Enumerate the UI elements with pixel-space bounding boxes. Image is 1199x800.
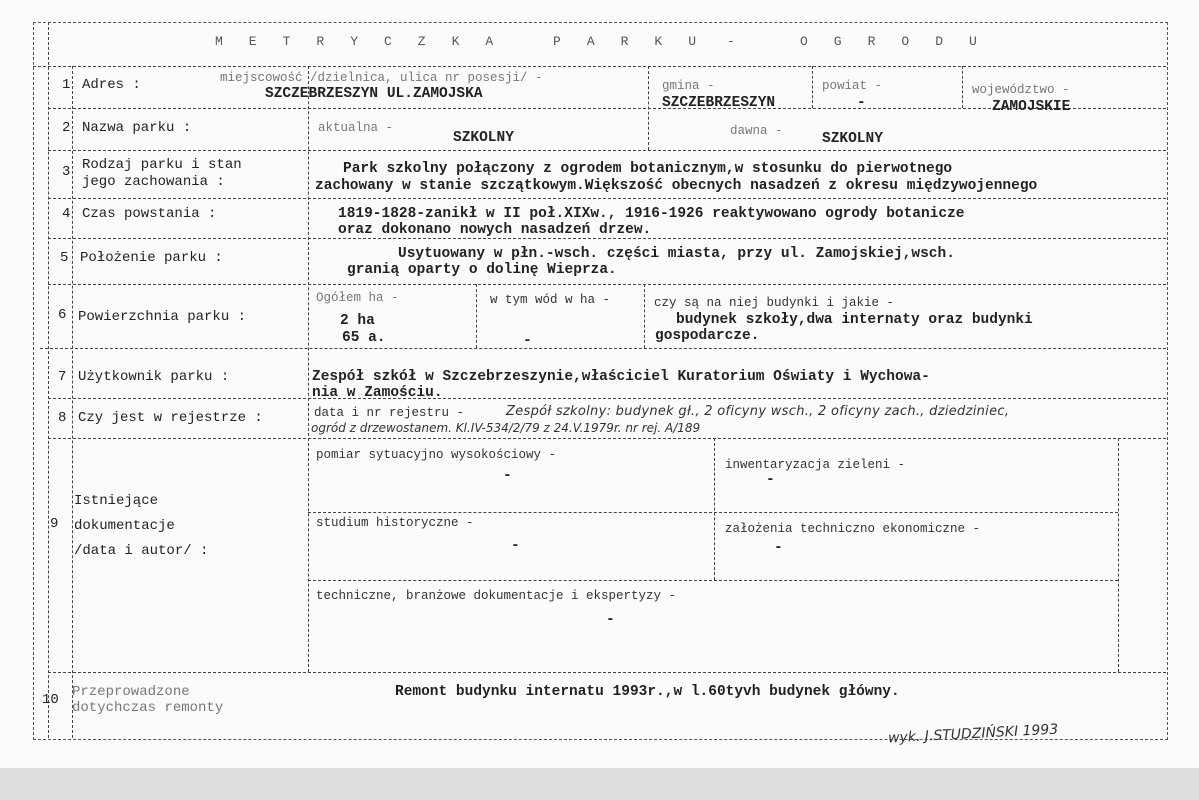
park-type-line-2: zachowany w stanie szczątkowym.Większość obecnych nasadzeń z okresu międzywojennego	[315, 178, 1038, 194]
buildings-label: czy są na niej budynki i jakie -	[654, 296, 895, 310]
technical-economic-value: -	[774, 540, 783, 556]
voivodeship-label: województwo -	[972, 83, 1070, 97]
powiat-value: -	[857, 95, 866, 111]
total-area-ha: 2 ha	[340, 313, 375, 329]
register-handwritten-line-2: ogród z drzewostanem. Kl.IV-534/2/79 z 24.V.1979r. nr rej. A/189	[311, 421, 701, 435]
former-name-label: dawna -	[730, 124, 783, 138]
row-number: 2	[62, 120, 71, 136]
row-number: 4	[62, 206, 71, 222]
founding-label: Czas powstania :	[82, 206, 217, 222]
repairs-line-1: Remont budynku internatu 1993r.,w l.60tyvh budynek główny.	[395, 684, 900, 700]
gmina-value: SZCZEBRZESZYN	[662, 95, 776, 111]
signature: wyk. J.STUDZIŃSKI 1993	[887, 721, 1059, 747]
historical-study-value: -	[511, 538, 520, 554]
voivodeship-value: ZAMOJSKIE	[992, 99, 1071, 115]
technical-economic-label: założenia techniczno ekonomiczne -	[725, 522, 981, 536]
user-line-1: Zespół szkół w Szczebrzeszynie,właściciel Kuratorium Oświaty i Wychowa-	[312, 369, 930, 385]
park-type-line-1: Park szkolny połączony z ogrodem botanicznym,w stosunku do pierwotnego	[343, 161, 953, 177]
form-title-dash: -	[727, 34, 761, 49]
locality-label: miejscowość /dzielnica, ulica nr posesji/ -	[220, 71, 543, 85]
water-area-value: -	[523, 333, 532, 349]
greenery-inventory-value: -	[766, 472, 775, 488]
row-number: 5	[60, 250, 69, 266]
location-line-1: Usytuowany w płn.-wsch. części miasta, przy ul. Zamojskiej,wsch.	[398, 246, 955, 262]
row-number: 6	[58, 307, 67, 323]
repairs-label-2: dotychczas remonty	[72, 700, 224, 716]
user-line-2: nia w Zamościu.	[312, 385, 443, 401]
scanner-background	[0, 768, 1199, 800]
row-number: 1	[62, 77, 71, 93]
historical-study-label: studium historyczne -	[316, 516, 474, 530]
location-label: Położenie parku :	[80, 250, 223, 266]
row-number: 7	[58, 369, 67, 385]
row-number: 8	[58, 410, 67, 426]
form-title-left: METRYCZKA PARKU	[215, 34, 723, 49]
register-label: Czy jest w rejestrze :	[78, 410, 263, 426]
park-type-label: Rodzaj parku i stan	[82, 157, 242, 173]
powiat-label: powiat -	[822, 79, 883, 93]
form-title-right: OGRODU	[800, 34, 1003, 49]
technical-docs-value: -	[606, 612, 615, 628]
current-name-label: aktualna -	[318, 121, 394, 135]
docs-label-3: /data i autor/ :	[74, 543, 209, 559]
location-line-2: granią oparty o dolinę Wieprza.	[347, 262, 617, 278]
founding-line-2: oraz dokonano nowych nasadzeń drzew.	[338, 222, 652, 238]
locality-value: SZCZEBRZESZYN UL.ZAMOJSKA	[265, 86, 483, 102]
row-number: 3	[62, 164, 71, 180]
area-label: Powierzchnia parku :	[78, 309, 247, 325]
docs-label-2: dokumentacje	[74, 518, 175, 534]
park-name-label: Nazwa parku :	[82, 120, 192, 136]
row-number: 10	[42, 692, 59, 708]
buildings-line-1: budynek szkoły,dwa internaty oraz budynki	[676, 312, 1033, 328]
survey-label: pomiar sytuacyjno wysokościowy -	[316, 448, 557, 462]
greenery-inventory-label: inwentaryzacja zieleni -	[725, 458, 906, 472]
total-area-a: 65 a.	[342, 330, 386, 346]
gmina-label: gmina -	[662, 79, 715, 93]
docs-label-1: Istniejące	[74, 493, 159, 509]
user-label: Użytkownik parku :	[78, 369, 230, 385]
total-area-label: Ogółem ha -	[316, 291, 399, 305]
row-number: 9	[50, 516, 59, 532]
register-data-label: data i nr rejestru -	[314, 406, 465, 420]
address-label: Adres :	[82, 77, 141, 93]
register-handwritten-line-1: Zespół szkolny: budynek gł., 2 oficyny wsch., 2 oficyny zach., dziedziniec,	[506, 404, 1010, 419]
buildings-line-2: gospodarcze.	[655, 328, 760, 344]
survey-value: -	[503, 468, 512, 484]
park-type-label-2: jego zachowania :	[82, 174, 225, 190]
founding-line-1: 1819-1828-zanikł w II poł.XIXw., 1916-1926 reaktywowano ogrody botanicze	[338, 206, 965, 222]
former-name-value: SZKOLNY	[822, 131, 883, 147]
current-name-value: SZKOLNY	[453, 130, 514, 146]
technical-docs-label: techniczne, branżowe dokumentacje i ekspertyzy -	[316, 589, 677, 603]
repairs-label-1: Przeprowadzone	[72, 684, 190, 700]
water-area-label: w tym wód w ha -	[490, 293, 611, 307]
